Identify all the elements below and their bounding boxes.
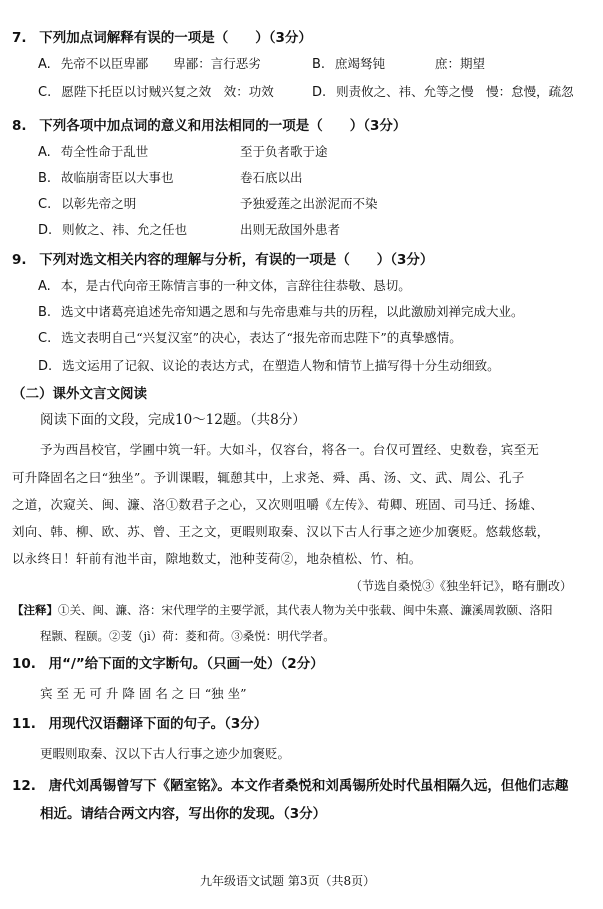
q9-option-a: A. 本，是古代向帝王陈情言事的一种文体，言辞往往恭敬、恳切。 (38, 278, 411, 294)
q7-stem-text: 下列加点词解释有误的一项是（ ）（3分） (39, 30, 312, 46)
q11-sentence: 更暇则取秦、汉以下古人行事之迹少加褒贬。 (40, 746, 291, 761)
q8-option-a-right: 至于负者歌于途 (240, 144, 328, 159)
q7-option-d: D. 则责攸之、祎、允等之慢 慢：怠慢，疏忽 (312, 84, 574, 100)
q8-option-d: D. 则攸之、祎、允之任也 (38, 222, 188, 238)
q7-stem (12, 30, 312, 46)
q8-option-c-right: 予独爱莲之出淤泥而不染 (240, 196, 378, 211)
q8-option-c: C. 以彰先帝之明 (38, 196, 137, 212)
q11-stem-text: 用现代汉语翻译下面的句子。（3分） (48, 716, 268, 732)
q8-option-b-right: 卷石底以出 (240, 170, 303, 185)
q9-option-d: D. 选文运用了记叙、议论的表达方式，在塑造人物和情节上描写得十分生动细致。 (38, 358, 500, 374)
passage-line-2: 可升降固名之曰“独坐”。予训课暇，辄憩其中，上求尧、舜、禹、汤、文、武、周公、孔子 (12, 470, 525, 485)
q9-stem-text: 下列对选文相关内容的理解与分析，有误的一项是（ ）（3分） (39, 252, 434, 268)
q12-stem-line-2: 相近。请结合两文内容，写出你的发现。（3分） (40, 806, 327, 822)
q12-stem (12, 778, 568, 794)
q10-stem-text: 用“/”给下面的文字断句。（只画一处）（2分） (48, 656, 324, 672)
q10-number: 10. (12, 656, 36, 672)
q11-number: 11. (12, 716, 36, 732)
q11-stem (12, 716, 267, 732)
section2-title: （二）课外文言文阅读 (12, 386, 147, 402)
q7-number: 7. (12, 30, 27, 46)
notes-line-1: 【注释】①关、闽、濂、洛：宋代理学的主要学派，其代表人物为关中张载、闽中朱熹、濂溪周敦颐、洛阳 (12, 603, 553, 617)
q12-number: 12. (12, 778, 36, 794)
q9-option-b: B. 选文中诸葛亮追述先帝知遇之恩和与先帝患难与共的历程，以此激励刘禅完成大业。 (38, 304, 524, 320)
q9-number: 9. (12, 252, 27, 268)
section2-instruction: 阅读下面的文段，完成10～12题。（共8分） (40, 412, 306, 428)
q8-number: 8. (12, 118, 27, 134)
q8-stem (12, 118, 406, 134)
passage-line-4: 刘向、韩、柳、欧、苏、曾、王之文，更暇则取秦、汉以下古人行事之迹少加褒贬。悠载悠载， (12, 524, 550, 539)
q12-stem-text-1: 唐代刘禹锡曾写下《陋室铭》。本文作者桑悦和刘禹锡所处时代虽相隔久远，但他们志趣 (48, 778, 569, 794)
q9-stem (12, 252, 433, 268)
q8-option-a: A. 苟全性命于乱世 (38, 144, 149, 160)
q9-option-c: C. 选文表明自己“兴复汉室”的决心，表达了“报先帝而忠陛下”的真挚感情。 (38, 330, 462, 346)
q7-option-b: B. 庶竭驽钝 庶：期望 (312, 56, 486, 72)
page-footer: 九年级语文试题 第3页（共8页） (200, 874, 376, 888)
q8-option-d-right: 出则无敌国外患者 (240, 222, 341, 237)
q10-stem (12, 656, 324, 672)
notes-line-2: 程颢、程颐。②芰（jì）荷：菱和荷。③桑悦：明代学者。 (40, 629, 335, 643)
q10-sentence: 宾 至 无 可 升 降 固 名 之 曰 “独 坐” (40, 686, 247, 701)
q7-option-c: C. 愿陛下托臣以讨贼兴复之效 效：功效 (38, 84, 274, 100)
passage-line-5: 以永终日！轩前有池半亩，隙地数丈，池种芰荷②，地杂植松、竹、柏。 (12, 551, 422, 566)
notes-label: 【注释】 (12, 603, 58, 617)
passage-line-3: 之道，次窥关、闽、濂、洛①数君子之心，又次则咀嚼《左传》、荀卿、班固、司马迁、扬雄、 (12, 497, 544, 512)
passage-line-1: 予为西昌校官，学圃中筑一轩。大如斗，仅容台，将各一。台仅可置经、史数卷，宾至无 (40, 442, 540, 457)
q8-stem-text: 下列各项中加点词的意义和用法相同的一项是（ ）（3分） (39, 118, 407, 134)
q8-option-b: B. 故临崩寄臣以大事也 (38, 170, 174, 186)
passage-source: （节选自桑悦③《独坐轩记》，略有删改） (350, 579, 573, 593)
q7-option-a: A. 先帝不以臣卑鄙 卑鄙：言行恶劣 (38, 56, 261, 72)
